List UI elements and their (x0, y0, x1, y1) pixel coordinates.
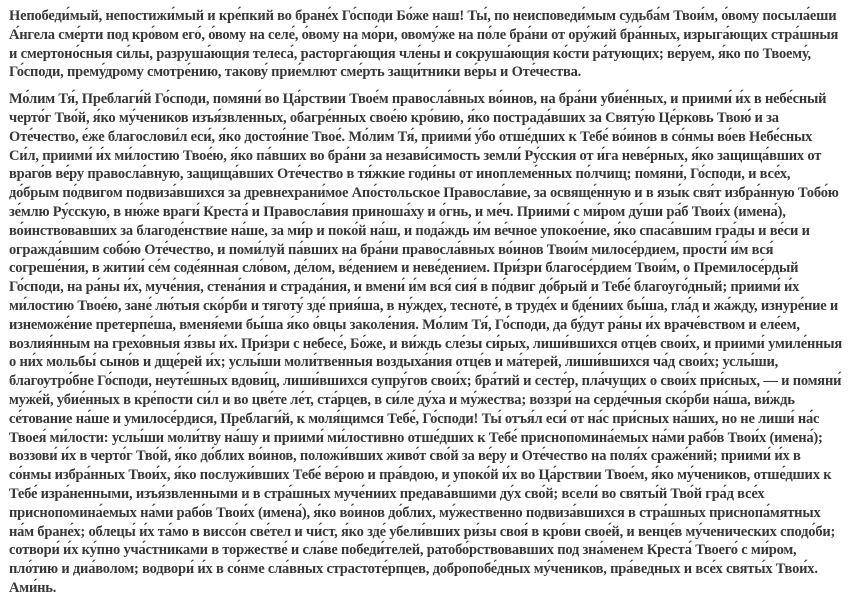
prayer-paragraph-main: Мо́лим Тя́, Преблаги́й Го́споди, помяни́ во Ца́рствии Твое́м правосла́вных во́инов, на бра́ни убие́нных, и приими́ и́х в небе́сный черто́г Тво́й, я́ко му́чеников изъя́звленных, обагре́нных свое́ю кро́вию, я́ко пострада́вших за Святу́ю Це́рковь Твою́ и за Оте́чество, е́же благослови́л еси́, я́ко достоя́ние Твое́. Мо́лим Тя́, приими́ у́бо отше́дших к Тебе́ во́инов в со́нмы во́ев Небе́сных Си́л, приими́ и́х ми́лостию Твое́ю, я́ко па́вших во бра́ни за незави́симость земли́ Ру́сския от и́га неве́рных, я́ко защища́вших от враго́в ве́ру правосла́вную, защища́вших Оте́чество в тя́жкие годи́ны от иноплеме́нных по́лчищ; помяни́, Го́споди, и все́х, до́брым по́двигом подвиза́вшихся за древнехрани́мое Апо́стольское Правосла́вие, за освяще́нную и в язы́к свя́т избра́нную Тобо́ю зе́млю Ру́сскую, в ню́же враги́ Креста́ и Правосла́вия приноша́ху и о́гнь, и ме́ч. Приими́ с ми́ром ду́ши ра́б Твои́х (имена́), во́инствовавших за благоде́нствие на́ше, за ми́р и поко́й на́ш, и пода́ждь и́м ве́чное упокое́ние, я́ко спаса́вшим гра́ды и ве́си и огражда́вшим собо́ю Оте́чество, и поми́луй па́вших на бра́ни правосла́вных во́инов Твои́м милосе́рдием, прости́ и́м вся́ согреше́ния, в житии́ се́м соде́янная сло́вом, де́лом, ве́дением и неве́дением. При́зри благосе́рдием Твои́м, о Премилосе́рдый Го́споди, на ра́ны и́х, муче́ния, стена́ния и страда́ния, и вмени́ и́м вся́ сия́ в по́двиг до́брый и Тебе́ благоуго́дный; приими́ и́х ми́лостию Твое́ю, зане́ лю́тыя ско́рби и тяготу́ зде́ прия́ша, в ну́ждех, тесноте́, в труде́х и бде́ниих бы́ша, гла́д и жа́жду, изнуре́ние и изнеможе́ние претерпе́ша, вменя́еми бы́ша я́ко о́вцы заколе́ния. Мо́лим Тя́, Го́споди, да бу́дут ра́ны и́х враче́вством и еле́ем, возлия́нным на грехо́вныя я́звы и́х. При́зри с небесе́, Бо́же, и ви́ждь сле́зы си́рых, лиши́вшихся отце́в свои́х, и приими́ умиле́нныя о ни́х мольбы́ сыно́в и дще́рей и́х; услы́ши моли́твенныя воздыха́ния отце́в и ма́терей, лиши́вшихся ча́д свои́х; услы́ши, благоутро́бне Го́споди, неуте́шных вдови́ц, лиши́вшихся супру́гов свои́х; бра́тий и сесте́р, пла́чущих о свои́х при́сных, — и помяни́ муже́й, убие́нных в кре́пости си́л и во цве́те ле́т, ста́рцев, в си́ле ду́ха и му́жества; воззри́ на серде́чныя ско́рби на́ша, ви́ждь се́тование на́ше и умилосе́рдися, Преблаги́й, к моля́щимся Тебе́, Го́споди! Ты́ отъя́л еси́ от на́с при́сных на́ших, но не лиши́ на́с Твоея́ ми́лости: услы́ши моли́тву на́шу и приими́ ми́лостивно отше́дших к Тебе́ приснопомина́емых на́ми рабо́в Твои́х (имена́); воззови́ и́х в черто́г Тво́й, я́ко до́блих во́инов, положи́вших живо́т сво́й за ве́ру и Оте́чество на поля́х сраже́ний; приими́ и́х в со́нмы избра́нных Твои́х, я́ко послужи́вших Тебе́ ве́рою и пра́вдою, и упоко́й и́х во Ца́рствии Твое́м, я́ко му́чеников, отше́дших к Тебе́ изра́ненными, изъя́звленными и в стра́шных муче́ниих предава́вшими ду́х сво́й; всели́ во святы́й Тво́й гра́д все́х приснопомина́емых на́ми рабо́в Твои́х (имена́), я́ко во́инов до́блих, му́жественно подвиза́вшихся в стра́шных приснопа́мятных на́м бране́х; облецы́ и́х та́мо в виссо́н све́тел и чи́ст, я́ко зде́ убели́вших ри́зы своя́ в кро́ви свое́й, и венце́в му́ченических сподо́би; сотвори́ и́х ку́пно уча́стниками в торжестве́ и сла́ве победи́телей, ратобо́рствовавших под зна́менем Креста́ Твоего́ с ми́ром, пло́тию и диа́волом; водвори́ и́х в со́нме сла́вных страстоте́рпцев, добропобе́дных му́чеников, пра́ведных и все́х святы́х Твои́х. Ами́нь. (9, 91, 843, 596)
prayer-paragraph-intro: Непобеди́мый, непостижи́мый и кре́пкий во бране́х Го́споди Бо́же наш! Ты́, по неисповеди́мым судьба́м Твои́м, о́вому посыла́еши А́нгела сме́рти под кро́вом его́, о́вому на селе́, о́вому на мо́ри, овому́же на по́ле бра́ни от ору́жий бра́нных, изрыга́ющих стра́шныя и смертоно́сныя си́лы, разруша́ющия телеса́, расторга́ющия чле́ны и сокруша́ющия ко́сти ра́тующих; ве́руем, я́ко по Твоему́, Го́споди, прему́дрому смотре́нию, такову́ прие́млют сме́рть защи́тники ве́ры и Оте́чества. (9, 8, 839, 81)
